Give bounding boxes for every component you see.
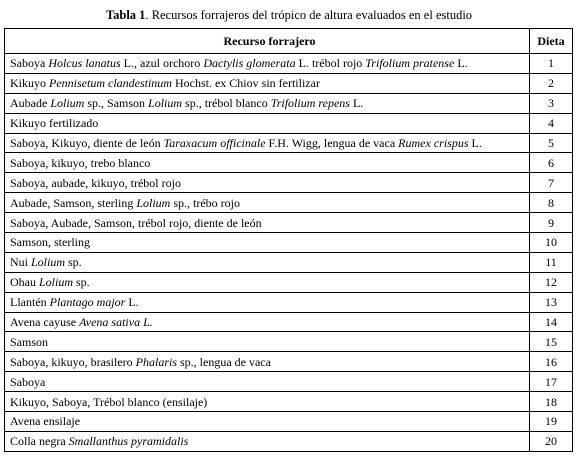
- cell-dieta: 5: [530, 133, 573, 153]
- table-row: [5, 352, 573, 372]
- table-row: [5, 372, 573, 392]
- text-segment: L.: [125, 295, 139, 310]
- text-segment: Kikuyo, Saboya, Trébol blanco (ensilaje): [10, 394, 208, 409]
- table-row: [5, 153, 573, 173]
- text-segment: Nui: [10, 255, 31, 270]
- text-segment: L., azul orchoro: [120, 56, 204, 71]
- text-segment: L. trébol rojo: [295, 56, 366, 71]
- cell-recurso-forrajero: [5, 431, 530, 451]
- cell-recurso-forrajero: [5, 352, 530, 372]
- cell-recurso-forrajero: [5, 193, 530, 213]
- table-row: [5, 93, 573, 113]
- species-name: Rumex crispus: [398, 136, 469, 150]
- cell-recurso-forrajero: [5, 272, 530, 292]
- species-name: Taraxacum officinale: [163, 136, 266, 150]
- species-name: Phalaris: [135, 354, 177, 369]
- cell-dieta: 2: [530, 73, 573, 93]
- species-name: Lolium: [136, 195, 171, 210]
- cell-recurso-forrajero: [5, 252, 530, 272]
- text-segment: Samson: [10, 334, 49, 349]
- cell-dieta: 20: [530, 431, 573, 451]
- species-name: Holcus lanatus: [48, 56, 121, 71]
- text-segment: Saboya: [10, 374, 46, 389]
- text-segment: L.: [349, 96, 364, 111]
- text-segment: Saboya, Aubade, Samson, trébol rojo, diente de león: [10, 215, 262, 230]
- cell-recurso-forrajero: [5, 54, 530, 74]
- table-row: [5, 233, 573, 253]
- header-recurso-forrajero: Recurso forrajero: [5, 29, 530, 54]
- cell-recurso-forrajero: [5, 412, 530, 432]
- table-row: [5, 392, 573, 412]
- cell-recurso-forrajero: [5, 332, 530, 352]
- cell-recurso-forrajero: [5, 292, 530, 312]
- text-segment: sp., trébo rojo: [170, 195, 240, 210]
- cell-recurso-forrajero: [5, 153, 530, 173]
- table-row: [5, 332, 573, 352]
- cell-recurso-forrajero: [5, 233, 530, 253]
- text-segment: Avena cayuse: [10, 315, 80, 330]
- table-row: [5, 54, 573, 74]
- text-segment: Saboya, kikuyo, trebo blanco: [10, 155, 151, 170]
- species-name: Smallanthus pyramidalis: [68, 434, 189, 449]
- cell-recurso-forrajero: [5, 312, 530, 332]
- text-segment: sp.: [65, 255, 82, 270]
- cell-dieta: 4: [530, 113, 573, 133]
- cell-recurso-forrajero: [5, 113, 530, 133]
- species-name: Avena sativa L.: [79, 315, 153, 330]
- table-row: [5, 213, 573, 233]
- text-segment: Aubade, Samson, sterling: [10, 195, 137, 210]
- text-segment: Saboya, kikuyo, brasilero: [10, 354, 136, 369]
- text-segment: F.H. Wigg, lengua de vaca: [265, 136, 399, 150]
- species-name: Trifolium repens: [270, 96, 350, 111]
- cell-recurso-forrajero: [5, 173, 530, 193]
- cell-dieta: 7: [530, 173, 573, 193]
- cell-dieta: 1: [530, 54, 573, 74]
- table-row: [5, 193, 573, 213]
- cell-dieta: 11: [530, 252, 573, 272]
- text-segment: Samson, sterling: [10, 235, 90, 250]
- table-header-row: [5, 29, 573, 54]
- table-row: [5, 252, 573, 272]
- species-name: Lolium: [39, 275, 74, 290]
- cell-dieta: 16: [530, 352, 573, 372]
- cell-dieta: 12: [530, 272, 573, 292]
- cell-recurso-forrajero: [5, 73, 530, 93]
- text-segment: Saboya: [10, 56, 49, 71]
- header-dieta: Dieta: [530, 29, 573, 54]
- cell-dieta: 19: [530, 412, 573, 432]
- text-segment: Ohau: [10, 275, 39, 290]
- table-caption-text: . Recursos forrajeros del trópico de altura evaluados en el estudio: [145, 8, 473, 22]
- cell-recurso-forrajero: [5, 213, 530, 233]
- cell-dieta: 8: [530, 193, 573, 213]
- table-body: [5, 54, 573, 452]
- table-row: [5, 272, 573, 292]
- text-segment: Kikuyo fertilizado: [10, 116, 99, 131]
- cell-recurso-forrajero: [5, 93, 530, 113]
- text-segment: Avena ensilaje: [10, 414, 81, 429]
- cell-dieta: 14: [530, 312, 573, 332]
- text-segment: sp., trébol blanco: [182, 96, 271, 111]
- table-row: [5, 412, 573, 432]
- text-segment: sp., lengua de vaca: [177, 354, 271, 369]
- table-row: [5, 133, 573, 153]
- cell-dieta: 10: [530, 233, 573, 253]
- table-row: [5, 73, 573, 93]
- text-segment: L.: [454, 56, 468, 71]
- species-name: Plantago major: [49, 295, 126, 310]
- text-segment: Colla negra: [10, 434, 69, 449]
- table-caption-label: Tabla 1: [105, 8, 146, 22]
- table-row: [5, 431, 573, 451]
- table-row: [5, 292, 573, 312]
- forage-table: [4, 28, 573, 452]
- cell-dieta: 15: [530, 332, 573, 352]
- cell-dieta: 18: [530, 392, 573, 412]
- cell-recurso-forrajero: [5, 372, 530, 392]
- species-name: Lolium: [50, 96, 85, 111]
- text-segment: sp.: [73, 275, 90, 290]
- cell-recurso-forrajero: [5, 392, 530, 412]
- species-name: Trifolium pratense: [365, 56, 455, 71]
- table-caption: [0, 7, 578, 23]
- text-segment: L.: [468, 136, 482, 150]
- table-row: [5, 173, 573, 193]
- text-segment: Saboya, Kikuyo, diente de león: [10, 136, 164, 150]
- text-segment: Kikuyo: [10, 76, 49, 91]
- species-name: Pennisetum clandestinum: [49, 76, 172, 91]
- cell-dieta: 3: [530, 93, 573, 113]
- cell-dieta: 13: [530, 292, 573, 312]
- text-segment: sp., Samson: [84, 96, 149, 111]
- text-segment: Aubade: [10, 96, 51, 111]
- cell-recurso-forrajero: [5, 133, 530, 153]
- species-name: Lolium: [148, 96, 183, 111]
- cell-dieta: 9: [530, 213, 573, 233]
- cell-dieta: 6: [530, 153, 573, 173]
- text-segment: Llantén: [10, 295, 50, 310]
- cell-dieta: 17: [530, 372, 573, 392]
- species-name: Lolium: [31, 255, 66, 270]
- table-row: [5, 113, 573, 133]
- text-segment: Saboya, aubade, kikuyo, trébol rojo: [10, 175, 181, 190]
- table-row: [5, 312, 573, 332]
- species-name: Dactylis glomerata: [203, 56, 296, 71]
- text-segment: Hochst. ex Chiov sin fertilizar: [171, 76, 320, 91]
